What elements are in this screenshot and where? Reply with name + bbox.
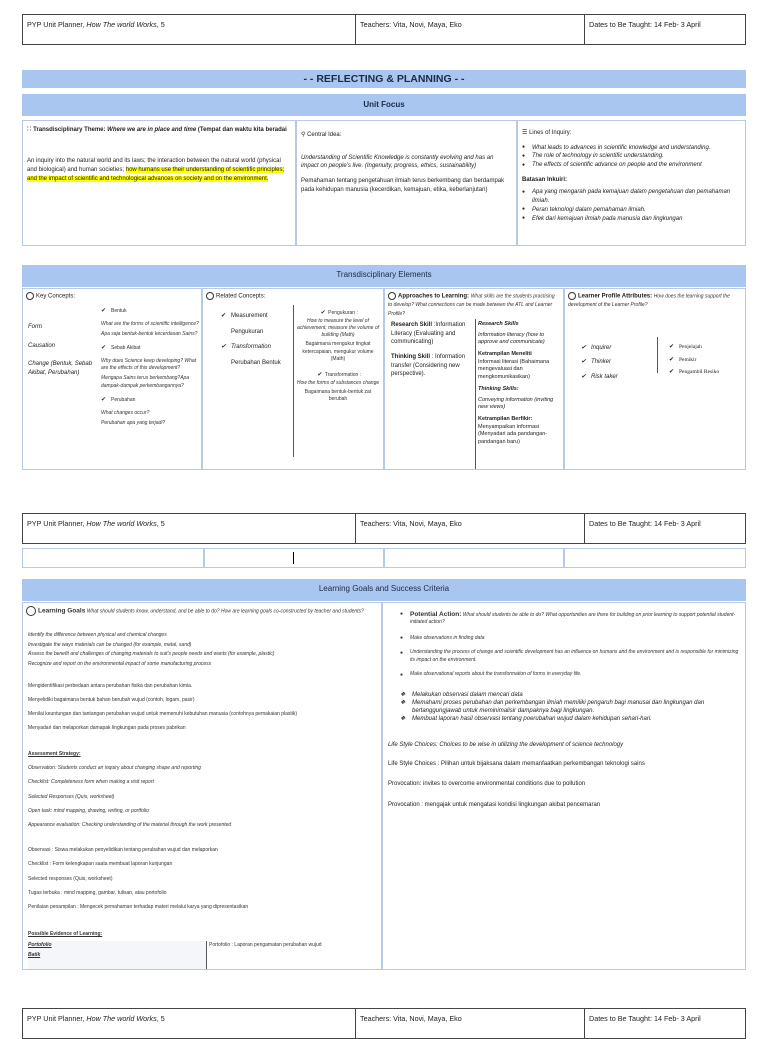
learning-goals-title: Learning Goals and Success Criteria xyxy=(22,579,746,601)
related-concept-details: ✔ Pengukuran : How to measure the level of achievement, measure the volume of building (Math) Bagaimana mengukur tingkat ketercapaian, mengukur volume (Math) ✔ Transformation : How the forms of substances change Bagaimana bentuk-bentuk zat berubah xyxy=(296,310,380,403)
reflecting-planning-title: - - REFLECTING & PLANNING - - xyxy=(22,70,746,88)
unit-planner-header xyxy=(22,14,746,45)
lp-label: Learner Profile Attributes: xyxy=(578,293,653,300)
kb-text: Menyampaikan informasi (Menyadari ada pandangan-pandangan baru) xyxy=(478,423,548,445)
key-concept-questions xyxy=(101,307,199,427)
unit-focus-title: Unit Focus xyxy=(22,94,746,116)
check-icon: ✔ xyxy=(581,345,587,351)
thinking-skill-label: Thinking Skill xyxy=(391,354,431,361)
list-item: ● The role of technology in scientific understanding. xyxy=(522,152,741,161)
research-skill-text: :Information Literacy (Evaluating and communicating) xyxy=(391,322,466,346)
question-en: What changes occur? xyxy=(101,409,150,416)
check-icon: ✔ xyxy=(320,310,326,316)
related-concept: ✔ Transformation xyxy=(221,340,293,356)
check-icon: ✔ xyxy=(669,356,675,363)
lp-id-list xyxy=(669,341,747,379)
theme-label: Transdisciplinary Theme: xyxy=(33,127,108,133)
check-icon: ✔ xyxy=(669,344,675,350)
list-item: ● Efek dari kemajuan ilmiah pada manusia dan lingkungan xyxy=(522,215,741,224)
theme-id: (Tempat dan waktu kita beradai xyxy=(196,127,287,133)
assessment-id-list xyxy=(28,843,378,914)
lp-question: How does the learning support the development of the Learner Profile? xyxy=(568,293,730,309)
goal-item: Menyadari dan melaporkan damapak lingkungan pada proses pabrikan xyxy=(28,725,186,731)
km-head: Ketrampilan Meneliti xyxy=(478,351,532,358)
list-item: ● What leads to advances in scientific knowledge and understanding. xyxy=(522,144,741,153)
theme-text-highlight: how humans use their understanding of scientific principles; and the impact of scientific and technological advances on society and on the environment. xyxy=(27,166,285,182)
planner-suffix: , 5 xyxy=(156,519,165,528)
diamond-icon: ❖ xyxy=(400,715,406,722)
goal-item: Investigate the ways materials can be changed (for example, metal, sand) xyxy=(28,641,192,648)
lp-attribute: ✔ Penjelajah xyxy=(669,341,747,354)
assessment-item: Selected responses (Quis, worksheet) xyxy=(28,875,113,882)
list-item: ● Peran teknologi dalam pemahaman ilmiah. xyxy=(522,206,741,215)
key-concept: Form xyxy=(28,324,42,330)
life-style-en: Life Style Choices: Choices to be wise in utilizing the development of science technology xyxy=(388,742,624,749)
atl-heading xyxy=(388,292,560,319)
atl-details xyxy=(478,321,562,447)
central-idea-en: Understanding of Scientific Knowledge is constantly evolving and has an impact on people's live. (Ingenuity, progress, ethics, sustainability) xyxy=(301,154,494,170)
lp-attribute: ✔ Inquirer xyxy=(581,341,651,355)
lg-en-list xyxy=(28,631,378,669)
detail-text: Bagaimana mengukur tingkat ketercapaian, mengukur volume (Math) xyxy=(302,341,374,362)
assessment-item: Tugas terbuka : mind mapping, gambar, tulisan, atau portofolio xyxy=(28,889,167,896)
evidence-label: Possible Evidence of Learning: xyxy=(28,931,103,937)
planner-prefix: PYP Unit Planner, xyxy=(27,20,87,29)
lp-heading xyxy=(568,292,742,310)
check-label: Sebab Akibat xyxy=(111,345,141,352)
theme-heading xyxy=(27,125,291,135)
planner-title-cell xyxy=(23,15,356,45)
assessment-item: Selected Responses (Quis, worksheet) xyxy=(28,793,115,800)
pa-label: Potential Action: xyxy=(410,611,462,618)
goal-item: Mengidentifikasi perbedaan antara perubahan fisika dan perubahan kimia. xyxy=(28,683,193,689)
question-id: Apa saja bentuk-bentuk kecerdasan Sains? xyxy=(101,330,198,337)
atl-label: Approaches to Learning: xyxy=(398,293,470,300)
lines-of-inquiry-box xyxy=(517,120,746,246)
km-text: Informasi literasi (Bahaimana mengevaluasi dan mengkomunikasikan) xyxy=(478,358,550,381)
list-item: ❖ Memahami proses perubahan dan perkembangan ilmiah memiliki pengaruh bagi manusai dan lingkungan dan bertanggungjawab untuk meminimalisir dampaknya bagi lingkungan. xyxy=(400,699,705,714)
planner-title: How The world Works xyxy=(86,519,157,528)
unit-planner-header xyxy=(22,513,746,544)
provocation-id: Provocation : mengajak untuk mengatasi kondisi lingkungan akibat pencemaran xyxy=(388,802,601,809)
thinking-skill-text: : Information transfer (Considering new perspective). xyxy=(391,354,466,378)
lg-heading xyxy=(26,606,378,616)
question-en: What are the forms of scientific intelligence? xyxy=(101,320,199,327)
goal-item: Recognize and report on the environmental impact of some manufacturing process xyxy=(28,660,212,667)
check-label: Bentuk xyxy=(111,308,127,314)
planner-prefix: PYP Unit Planner, xyxy=(27,1014,87,1023)
assessment-label: Assessment Strategy: xyxy=(28,751,81,757)
list-icon: ☰ xyxy=(522,130,528,136)
assessment-item: Observation: Students conduct an inquiry about changing shape and reporting xyxy=(28,765,201,771)
lg-id-list xyxy=(28,679,378,735)
key-icon xyxy=(26,292,34,300)
bulb-icon: ⚲ xyxy=(301,132,306,138)
planner-title: How The world Works xyxy=(86,20,157,29)
dates-cell: Dates to Be Taught: 14 Feb- 3 April xyxy=(585,514,746,544)
detail-text: Bagaimana bentuk-bentuk zat berubah xyxy=(304,389,372,403)
check-icon: ✔ xyxy=(581,359,587,366)
potential-action-box xyxy=(382,602,746,970)
planner-suffix: , 5 xyxy=(156,1014,165,1023)
check-label: Perubahan xyxy=(111,396,136,403)
approaches-to-learning-box xyxy=(384,288,564,470)
assessment-item: Checklist: Completeness form when making a visit report xyxy=(28,779,154,786)
life-style-id: Life Style Choices : Pilihan untuk bijaksana dalam memanfaatkan perkembangan teknologi sains xyxy=(388,760,645,767)
detail-text: How to measure the level of achievement, measure the volume of building (Math) xyxy=(297,317,379,339)
transdisciplinary-elements-title: Transdisciplinary Elements xyxy=(22,265,746,287)
assessment-item: Open task: mind mapping, drawing, writing, or portfolio xyxy=(28,807,149,814)
goal-item: Menilai keuntungan dan tantangan perubahan wujud untuk memenuhi kebutuhan manusia (contohnya pemakaian plastik) xyxy=(28,711,298,717)
pa-heading xyxy=(400,610,742,627)
related-concept: ✔ Measurement xyxy=(221,309,293,325)
evidence-item: Portofolio xyxy=(28,942,52,948)
detail-text: How the forms of substances change xyxy=(296,379,380,386)
teachers-cell: Teachers: Vita, Novi, Maya, Eko xyxy=(356,1009,585,1039)
empty-cell xyxy=(204,548,384,568)
pa-question: What should students be able to do? What opportunities are there for building on prior learning to support potential student-initiated action? xyxy=(410,612,736,626)
theme-text: An inquiry into the natural world and its laws; the interaction between the natural world (physical and biological) and human societies; xyxy=(27,158,281,173)
check-icon: ✔ xyxy=(669,369,675,376)
evidence-list xyxy=(28,941,207,969)
list-item: ● Apa yang mengarah pada kemajuan dalam pengetahuan dan pemahaman ilmiah. xyxy=(522,188,741,205)
check-icon: ✔ xyxy=(317,372,323,379)
related-divider xyxy=(293,305,294,457)
central-idea-heading xyxy=(301,131,512,140)
theme-en: Where we are in place and time xyxy=(107,127,197,133)
text-cursor xyxy=(293,552,294,564)
evidence-item: Batik xyxy=(28,951,41,958)
question-id: Mengapa Sains terus berkembang?Apa dampak-dampak perkembangannya? xyxy=(101,375,190,389)
related-concepts-list xyxy=(221,309,293,371)
key-concepts-heading xyxy=(26,292,198,301)
question-en: Why does Science keep developing? What are the effects of this development? xyxy=(101,357,197,372)
related-concepts-heading xyxy=(206,292,380,301)
empty-cell xyxy=(384,548,564,568)
learning-goals-box xyxy=(22,602,382,970)
teachers-cell: Teachers: Vita, Novi, Maya, Eko xyxy=(356,15,585,45)
check-icon: ✔ xyxy=(101,396,107,403)
planner-title: How The world Works xyxy=(86,1014,157,1023)
lp-divider xyxy=(657,337,658,373)
planner-prefix: PYP Unit Planner, xyxy=(27,519,87,528)
goal-item: Identify the difference between physical and chemical changes xyxy=(28,632,167,638)
list-item: ❖ Membuat laporan hasil observasi tentang poerubahan wujud dalam kehidupan sehari-hari. xyxy=(400,715,652,722)
lp-attribute: ✔ Pemikir xyxy=(669,354,747,367)
lp-attribute: ✔ Risk taker xyxy=(581,370,651,384)
empty-cell xyxy=(564,548,746,568)
related-concept: Pengukuran xyxy=(231,328,264,335)
related-concepts-box xyxy=(202,288,384,470)
assessment-item: Appearance evaluation: Checking understanding of the material through the work presented xyxy=(28,822,232,828)
check-icon: ✔ xyxy=(221,313,227,319)
lp-attribute: ✔ Pengambil Resiko xyxy=(669,366,747,379)
empty-cell xyxy=(22,548,204,568)
list-item: ● The effects of scientific advance on people and the environment xyxy=(522,161,741,170)
pa-id-list xyxy=(400,691,742,723)
learner-icon xyxy=(568,292,576,300)
atl-divider xyxy=(475,319,476,469)
batasan-label: Batasan Inkuiri: xyxy=(522,176,568,183)
theme-description xyxy=(27,157,291,183)
atl-icon xyxy=(388,292,396,300)
diamond-icon: ❖ xyxy=(400,691,406,698)
central-idea-box xyxy=(296,120,517,246)
list-item: ❖ Melakukan observasi dalam mencari data xyxy=(400,691,523,698)
related-icon xyxy=(206,292,214,300)
batasan-list xyxy=(522,188,741,223)
check-icon: ✔ xyxy=(581,373,587,380)
key-concept: Causation xyxy=(28,342,56,349)
rs-text: Information literacy (how to approve and communicate) xyxy=(478,331,545,346)
assessment-en-list xyxy=(28,761,378,832)
central-idea-label: Central Idea: xyxy=(307,132,342,138)
planner-title-cell xyxy=(23,514,356,544)
check-icon: ✔ xyxy=(221,344,227,351)
assessment-item: Checklist : Form kelengkapan saata membuat laporan kunjungan xyxy=(28,861,173,868)
pa-en-list xyxy=(400,635,742,679)
lines-list xyxy=(522,144,741,170)
ts-head: Thinking Skills: xyxy=(478,385,519,392)
assessment-item: Penilaian penampilan : Mengecek pemahaman terhadap materi melalui karya yang dipresentasikan xyxy=(28,904,249,910)
grid-icon: ∷ xyxy=(27,126,32,133)
provocation-en: Provocation: invites to overcome environmental conditions due to pollution xyxy=(388,781,586,788)
key-concepts-label: Key Concepts: xyxy=(36,293,76,300)
list-item: ● Understanding the process of change and scientific development has an influence on humans and the environment and is responsible for minimizing its impact on the environment. xyxy=(400,649,742,664)
dates-cell: Dates to Be Taught: 14 Feb- 3 April xyxy=(585,15,746,45)
lines-label: Lines of Inquiry: xyxy=(529,130,572,136)
atl-question: What skills are the students practising to develop? What connections can be made between the ATL and Learner Profile? xyxy=(388,293,555,317)
key-concepts-list xyxy=(28,323,98,378)
list-item: ● Make observational reports about the transformation of forms in everyday life. xyxy=(400,671,742,679)
central-idea-id: Pemahaman tentang pengetahuan ilmiah terus berkembang dan berdampak pada kehidupan manusia (kecerdikan, kemajuan, etika, keberlanjutan) xyxy=(301,178,505,193)
goal-item: Assess the benefit and challenges of changing materials to suit's people needs and wants (for example, plastic) xyxy=(28,651,275,657)
lp-attribute: ✔ Thinker xyxy=(581,355,651,369)
related-concepts-label: Related Concepts: xyxy=(216,293,266,300)
lines-heading xyxy=(522,129,741,138)
teachers-cell: Teachers: Vita, Novi, Maya, Eko xyxy=(356,514,585,544)
dates-cell: Dates to Be Taught: 14 Feb- 3 April xyxy=(585,1009,746,1039)
ts-text: Conveying information (inviting new views) xyxy=(478,396,554,411)
learner-profile-box xyxy=(564,288,746,470)
kb-head: Ketrampilan Berfikir: xyxy=(478,415,533,422)
atl-skills xyxy=(391,321,473,379)
evidence-note: Portofolio : Laporan pengamatan perubahan wujud xyxy=(209,942,322,948)
lg-question: What should students know, understand, and be able to do? How are learning goals co-constructed by teacher and students? xyxy=(86,608,364,615)
planner-suffix: , 5 xyxy=(156,20,165,29)
check-icon: ✔ xyxy=(101,308,107,314)
transdisciplinary-theme-box xyxy=(22,120,296,246)
lg-label: Learning Goals xyxy=(38,607,86,615)
diamond-icon: ❖ xyxy=(400,699,406,706)
lp-en-list xyxy=(581,341,651,384)
related-concept: Perubahan Bentuk xyxy=(231,359,281,366)
key-concepts-box xyxy=(22,288,202,470)
check-icon: ✔ xyxy=(101,345,107,352)
question-id: Perubahan apa yang terjadi? xyxy=(101,419,166,426)
list-item: ● Make observations in finding data xyxy=(400,635,742,643)
key-concept: Change (Bentuk, Sebab Akibat, Perubahan) xyxy=(28,361,93,377)
goal-item: Menyelidiki bagaimana bentuk bahan berubah wujud (contoh, logam, pasir) xyxy=(28,697,195,703)
rs-head: Research Skills xyxy=(478,321,519,327)
target-icon xyxy=(26,606,36,616)
research-skill-label: Research Skill xyxy=(391,322,433,328)
assessment-item: Observasi : Siswa melakukan penyelidikan tentang perubahan wujud dan melaporkan xyxy=(28,847,218,853)
